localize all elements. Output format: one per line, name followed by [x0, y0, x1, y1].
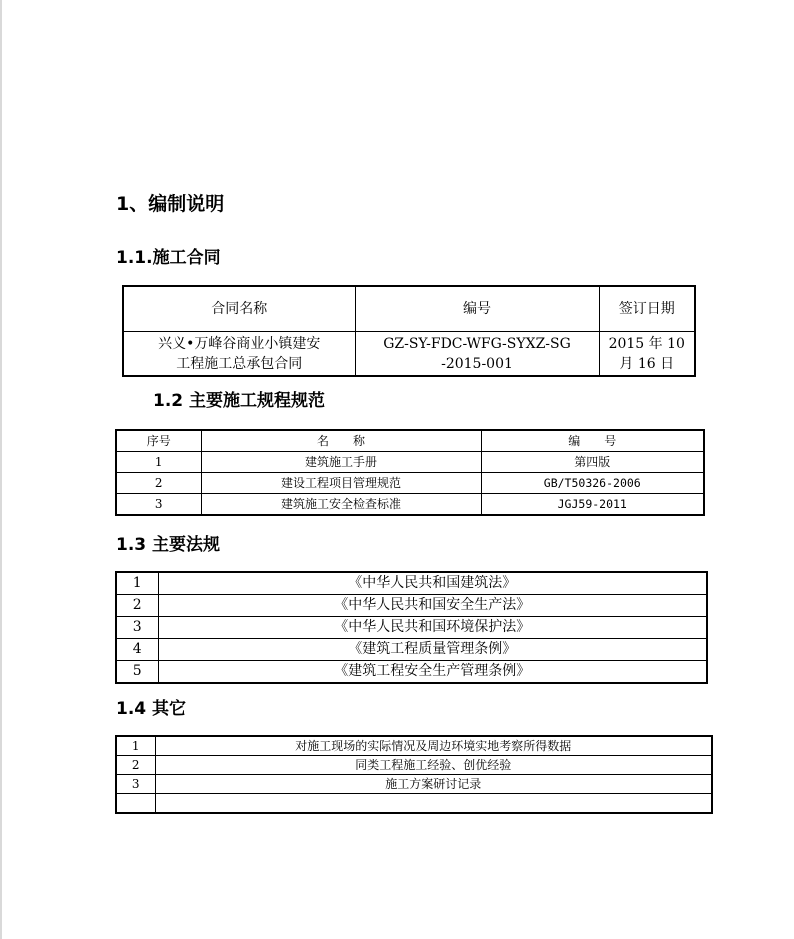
contract-table	[122, 285, 696, 377]
contract-date-line: 月 16 日	[619, 355, 675, 372]
specs-heading: 1.2 主要施工规程规范	[153, 391, 326, 411]
spec-code: GB/T50326-2006	[481, 473, 704, 494]
row-number: 5	[116, 661, 158, 684]
law-name: 《中华人民共和国建筑法》	[158, 572, 707, 595]
table-header-row	[123, 286, 695, 332]
contract-name-line: 工程施工总承包合同	[176, 355, 303, 372]
row-number: 1	[116, 452, 201, 473]
spec-name: 建筑施工手册	[201, 452, 481, 473]
table-row-empty	[116, 794, 712, 814]
spec-code: JGJ59-2011	[481, 494, 704, 516]
other-item: 施工方案研讨记录	[155, 775, 712, 794]
other-item: 对施工现场的实际情况及周边环境实地考察所得数据	[155, 736, 712, 756]
column-header: 名 称	[201, 430, 481, 452]
table-row	[123, 332, 695, 377]
column-header: 编号	[355, 286, 599, 332]
table-row	[116, 494, 704, 516]
contract-date-line: 2015 年 10	[608, 335, 685, 352]
column-header: 编 号	[481, 430, 704, 452]
table-row	[116, 639, 707, 661]
laws-heading: 1.3 主要法规	[116, 535, 221, 555]
contract-code-line: GZ-SY-FDC-WFG-SYXZ-SG	[383, 335, 571, 352]
row-number: 1	[116, 736, 155, 756]
column-header: 合同名称	[123, 286, 355, 332]
table-row	[116, 775, 712, 794]
table-row	[116, 756, 712, 775]
row-number: 1	[116, 572, 158, 595]
contract-name-cell	[123, 332, 355, 377]
table-row	[116, 617, 707, 639]
other-item: 同类工程施工经验、创优经验	[155, 756, 712, 775]
row-number: 2	[116, 595, 158, 617]
page-left-edge	[0, 0, 2, 939]
spec-code: 第四版	[481, 452, 704, 473]
contract-code-line: -2015-001	[441, 355, 513, 372]
table-row	[116, 661, 707, 684]
table-row	[116, 572, 707, 595]
empty-cell	[155, 794, 712, 814]
table-row	[116, 736, 712, 756]
section-title: 1、编制说明	[116, 193, 225, 215]
others-table	[115, 735, 713, 814]
specs-table	[115, 429, 705, 516]
spec-name: 建筑施工安全检查标准	[201, 494, 481, 516]
contract-name-line: 兴义•万峰谷商业小镇建安	[158, 335, 321, 352]
law-name: 《建筑工程质量管理条例》	[158, 639, 707, 661]
table-header-row	[116, 430, 704, 452]
row-number: 2	[116, 473, 201, 494]
contract-code-cell	[355, 332, 599, 377]
spec-name: 建设工程项目管理规范	[201, 473, 481, 494]
table-row	[116, 473, 704, 494]
others-heading: 1.4 其它	[116, 699, 187, 719]
contract-heading: 1.1.施工合同	[116, 248, 221, 268]
row-number: 3	[116, 494, 201, 516]
row-number: 3	[116, 775, 155, 794]
table-row	[116, 595, 707, 617]
row-number: 2	[116, 756, 155, 775]
law-name: 《中华人民共和国安全生产法》	[158, 595, 707, 617]
empty-cell	[116, 794, 155, 814]
laws-table	[115, 571, 708, 684]
row-number: 4	[116, 639, 158, 661]
row-number: 3	[116, 617, 158, 639]
column-header: 签订日期	[599, 286, 695, 332]
law-name: 《中华人民共和国环境保护法》	[158, 617, 707, 639]
contract-date-cell	[599, 332, 695, 377]
law-name: 《建筑工程安全生产管理条例》	[158, 661, 707, 684]
table-row	[116, 452, 704, 473]
column-header: 序号	[116, 430, 201, 452]
